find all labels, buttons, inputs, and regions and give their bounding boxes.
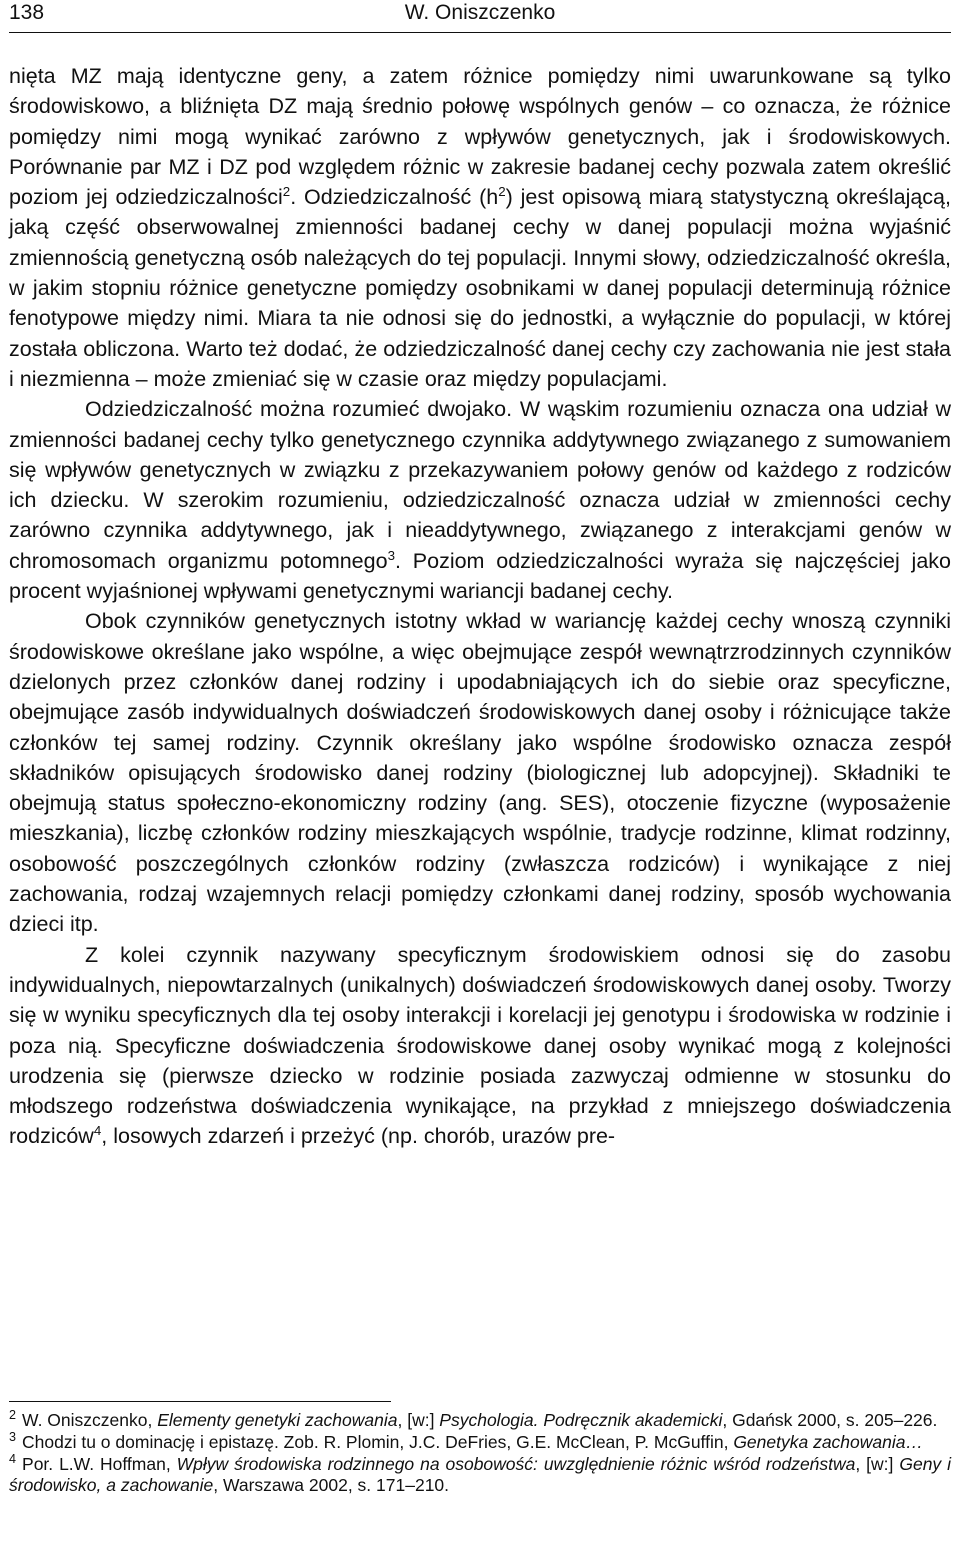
footnotes [9, 1408, 951, 1497]
superscript-exponent: 2 [498, 184, 506, 200]
page-number: 138 [9, 1, 45, 24]
running-head-author: W. Oniszczenko [404, 1, 556, 24]
footnote [9, 1408, 951, 1432]
paragraph-text: , losowych zdarzeń i przeżyć (np. chorób, urazów pre- [101, 1124, 616, 1149]
footnote-title: Psychologia. Podręcznik akademicki [439, 1410, 723, 1430]
footnote [9, 1429, 951, 1454]
footnote-text: Por. L.W. Hoffman, [22, 1453, 177, 1474]
footnote-text: , Gdańsk 2000, s. 205–226. [722, 1410, 938, 1430]
paragraph-text: ) jest opisową miarą statystyczną określającą, jaką część obserwowalnej zmienności badanej cechy w danej populacji można wyjaśnić zmiennością genetyczną osób należących do tej populacji. Innymi słowy, odziedziczalność określa, w jakim stopniu różnice genetyczne pomiędzy osobnikami w danej populacji determinują różnice fenotypowe między nimi. Miara ta nie odnosi się do jednostki, a wyłącznie do populacji, w której została obliczona. Warto też dodać, że odziedziczalność danej cechy czy zachowania nie jest stała i niezmienna – może zmieniać się w czasie oraz między populacjami. [9, 185, 951, 391]
footnote-text: W. Oniszczenko, [22, 1410, 158, 1430]
paragraph [9, 606, 951, 939]
footnote-separator [9, 1401, 391, 1402]
footnote-title: Genetyka zachowania… [733, 1431, 924, 1452]
footnote-ref[interactable]: 4 [93, 1123, 102, 1139]
footnote-ref[interactable]: 3 [387, 547, 395, 563]
footnote-mark: 2 [9, 1408, 17, 1423]
footnote-mark: 4 [9, 1451, 17, 1466]
footnote-title: Geny i środowisko, a zachowanie [9, 1453, 951, 1496]
footnote-ref[interactable]: 2 [282, 184, 291, 200]
footnote-title: Wpływ środowiska rodzinnego na osobowość: uwzględnienie różnic wśród rodzeństwa [176, 1453, 856, 1474]
paragraph [9, 61, 951, 394]
paragraph-text: . Poziom odziedziczalności wyraża się najczęściej jako procent wyjaśnionej wpływami genetycznymi wariancji badanej cechy. [9, 548, 951, 604]
paragraph-text: Obok czynników genetycznych istotny wkład w wariancję każdej cechy wnoszą czynniki środowiskowe określane jako wspólne, a więc obejmujące zespół wewnątrzrodzinnych czynników dzielonych przez członków danej rodziny i upodabniających ich do siebie oraz specyficzne, obejmujące zasób indywidualnych doświadczeń środowiskowych danej osoby i różnicujące także członków tej samej rodziny. Czynnik określany jako wspólne środowisko oznacza zespół składników opisujących środowisko danej rodziny (biologicznej lub adopcyjnej). Składniki te obejmują status społeczno-ekonomiczny rodziny (ang. SES), otoczenie fizyczne (wyposażenie mieszkania), liczbę członków rodziny mieszkających wspólnie, tradycje rodzinne, klimat rodzinny, osobowość poszczególnych członków rodziny (zwłaszcza rodziców) i wynikające z niej zachowania, rodzaj wzajemnych relacji pomiędzy członkami danej rodziny, sposób wychowania dzieci itp. [9, 609, 951, 937]
paragraph [9, 940, 951, 1152]
footnote-mark: 3 [9, 1429, 17, 1444]
footnote [9, 1451, 951, 1498]
running-header [9, 0, 951, 33]
footnote-text: Chodzi tu o dominację i epistazę. Zob. R. Plomin, J.C. DeFries, G.E. McClean, P. McGuffin, [22, 1431, 734, 1452]
paragraph-text: Z kolei czynnik nazywany specyficznym środowiskiem odnosi się do zasobu indywidualnych, niepowtarzalnych (unikalnych) doświadczeń środowiskowych danej osoby. Tworzy się w wyniku specyficznych dla tej osoby interakcji i korelacji jej genotypu i środowiska w rodzinie i poza nią. Specyficzne doświadczenia środowiskowe danej osoby wynikać mogą z kolejności urodzenia się (pierwsze dziecko w rodzinie posiada zazwyczaj odmienne w stosunku do młodszego rodzeństwa doświadczenia wynikające, na przykład z mniejszego doświadczenia rodziców [9, 942, 951, 1149]
paragraph-text: nięta MZ mają identyczne geny, a zatem różnice pomiędzy nimi uwarunkowane są tylko środowiskowo, a bliźnięta DZ mają średnio połowę wspólnych genów – co oznacza, że różnice pomiędzy nimi mogą wynikać zarówno z wpływów genetycznych, jak i środowiskowych. Porównanie par MZ i DZ pod względem różnic w zakresie badanej cechy pozwala zatem określić poziom jej odziedziczalności [9, 64, 951, 210]
footnote-text: , Warszawa 2002, s. 171–210. [213, 1475, 450, 1496]
paragraph-text: . Odziedziczalność (h [290, 185, 499, 210]
footnote-text: , [w:] [855, 1453, 900, 1474]
paragraph-text: Odziedziczalność można rozumieć dwojako. W wąskim rozumieniu oznacza ona udział w zmienności badanej cechy tylko genetycznego czynnika addytywnego związanego z sumowaniem się wpływów genetycznych w związku z przekazywaniem połowy genów od każdego z rodziców ich dziecku. W szerokim rozumieniu, odziedziczalność oznacza udział w zmienności cechy zarówno czynnika addytywnego, jak i nieaddytywnego, związanego z interakcjami genów w chromosomach organizmu potomnego [9, 397, 951, 573]
body-text [9, 61, 951, 1152]
footnote-title: Elementy genetyki zachowania [157, 1410, 398, 1430]
footnote-text: , [w:] [397, 1410, 440, 1430]
paragraph [9, 394, 951, 606]
